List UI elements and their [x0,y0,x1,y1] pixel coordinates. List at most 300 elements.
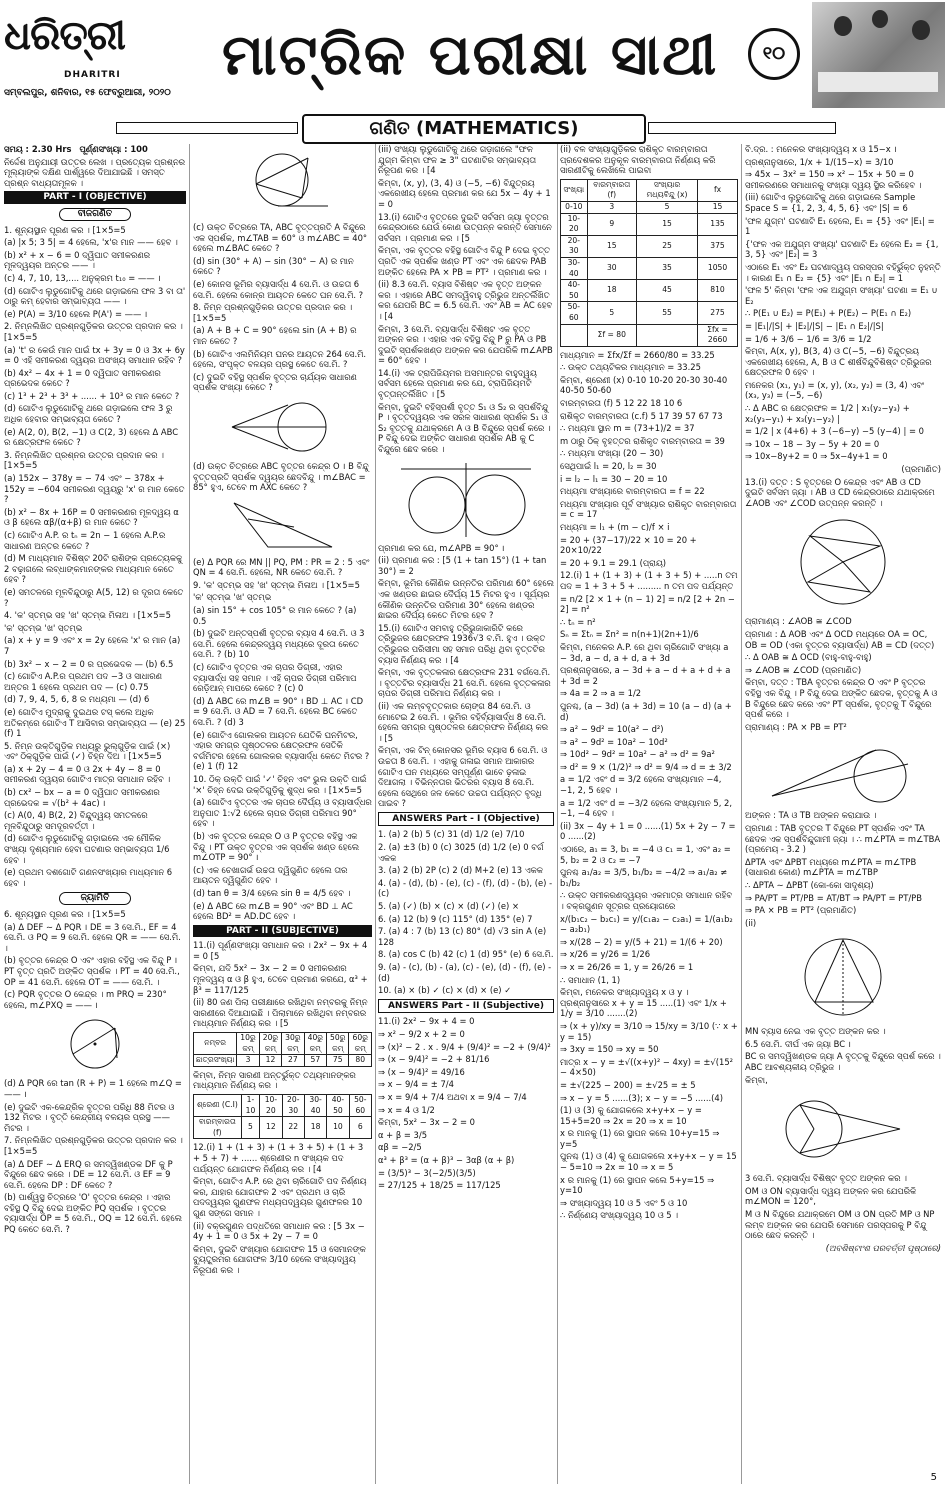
answer-text: 11.(i) 2x² − 9x + 4 = 0 [378,1016,475,1027]
question-text: 7. ନିମ୍ନଲିଖିତ ପ୍ରଶ୍ନଗୁଡ଼ିକର ଉତ୍ତର ପ୍ରଦାନ କର । [1×5=5 [4,1135,183,1156]
table-row [194,1055,372,1067]
table-cell: Σfx = 2660 [698,324,738,346]
answer-text: 2. (a) ±3 (b) 0 (c) 3025 (d) 1/2 (e) 0 ବର୍ଗ ଏକକ [378,842,544,863]
answer-text: କିମ୍ବା, ମନେକର ସଂଖ୍ୟାଦ୍ୱୟ x ଓ y । ପ୍ରଶ୍ନାନୁସାରେ x + y = 15 .....(1) ଏବଂ 1/x + 1/y = 3/10 .......(2) [560,987,727,1019]
question-text: (c) ଏକ ଚେଖାଗର୍ଭ ଉଚ୍ଚତା ଦ୍ୱିଗୁଣିତ ହେଲେ ତାର ଆୟତନ ଦ୍ୱିଗୁଣିତ ହେବ । [193,864,348,886]
answer-text: ⇒ x² − 9/2 x + 2 = 0 [378,1028,465,1039]
table-row [194,1033,372,1055]
answer-text: α³ + β³ = (α + β)³ − 3αβ (α + β) [378,1154,515,1165]
answer-text: 4. (a) - (d), (b) - (e), (c) - (f), (d) - (b), (e) - (c) [378,877,553,899]
answer-text: ⇒ x = 4 ଓ 1/2 [378,1104,435,1115]
inscribed-triangle-figure [793,932,893,1022]
answer-text: 12.(i) 1 + (1 + 3) + (1 + 3 + 5) + .....n ତମ ପଦ = 1 + 3 + 5 + ......... n ତମ ପଦ ପର୍ଯ୍ୟନ୍ତ [560,570,738,591]
answer-text: ⇒ (x + y)/xy = 3/10 ⇒ 15/xy = 3/10 (∵ x + y = 15) [560,1020,738,1042]
table-cell: 25 [637,235,698,257]
answer-text: 10. (a) × (b) ✓ (c) × (d) × (e) ✓ [378,985,512,996]
logo-text: ଧରିତ୍ରୀ [4,12,125,59]
question-text: (ii) 8.3 ସେ.ମି. ବ୍ୟାସ ବିଶିଷ୍ଟ ଏକ ବୃତ୍ତ ଅଙ୍କନ କର । ଏହାରେ ABC ସମଦ୍ୱିବାହୁ ତ୍ରିଭୁଜ ଅନ୍ତର୍ଲିଖିତ କର ଯେପରି BC = 6.5 ସେ.ମି. ଏବଂ AB = AC ହେବ । [4 [378,279,553,321]
answer-text: ⇒ 10x−8y+2 = 0 ⇒ 5x−4y+1 = 0 [745,451,888,462]
answer-text: ପୁନଶ୍ଚ a₁/a₂ = 3/5, b₁/b₂ = −4/2 ⇒ a₁/a₂ ≠ b₁/b₂ [560,867,728,888]
table-cell: 10 [327,1117,349,1139]
answer-text: BC ର ସମଦ୍ୱିଖଣ୍ଡକ ଜ୍ୟା A ବୃତ୍ତକୁ ବିନ୍ଦୁରେ ସ୍ପର୍ଶ କରେ । ABC ଆବଶ୍ୟକୀୟ ତ୍ରିଭୁଜ । [745,1051,941,1073]
frequency-table [560,179,738,347]
question-text: (a) A + B + C = 90° ହେଲେ sin (A + B) ର ମାନ କେତେ ? [193,325,357,346]
answer-text: ମଧ୍ୟମା ସଂଖ୍ୟାର ପୂର୍ବ ସଂଖ୍ୟାର ରାଶିକୃତ ବାରମ୍ବାରତା = c = 17 [560,498,737,520]
algebra-header: ବୀଜଗଣିତ [59,208,131,221]
part2-header: PART - II (SUBJECTIVE) [193,925,372,938]
table-cell: 50-60 [349,1095,371,1117]
table-cell: ବାରମ୍ବାରତା (f) [587,179,636,201]
answer-text: ∴ ସମାଧାନ (1, 1) [560,974,621,985]
answer-text: ଅଙ୍କନ : TA ଓ TB ଅଙ୍କନ କରାଯାଉ । [745,810,877,821]
table-cell: 12 [260,1117,282,1139]
table-cell: 57 [304,1055,326,1067]
question-text: (c) ଦୁଇଟି ବହିସ୍ଥ ସ୍ପର୍ଶକ ବୃତ୍ତର ଚାର୍ଯ୍ୟକ ସାଧାରଣ ସ୍ପର୍ଶକ ସଂଖ୍ୟା କେତେ ? [193,371,357,393]
question-text: (c) ଉକ୍ତ ଚିତ୍ରରେ TA, ABC ବୃତ୍ତପ୍ରତି A ବିନ୍ଦୁରେ ଏକ ସ୍ପର୍ଶକ, m∠TAB = 60° ଓ m∠ABC = 40° ହେଲେ m∠BAC କେତେ ? [193,222,368,254]
table-cell: 20-30 [282,1095,304,1117]
exam-time: ସମୟ : 2.30 Hrs [4,144,72,154]
question-text: କିମ୍ବା, ଏକ ବୃତ୍ତକଳାର କ୍ଷେତ୍ରଫଳ 231 ବର୍ଗସେ.ମି. । ବୃତ୍ତଟିର ବ୍ୟାସାର୍ଦ୍ଧ 21 ସେ.ମି. ହେଲେ ବୃତ୍ତକଳାର ଚାପର ଡିଗ୍ରୀ ପରିମାପ ନିର୍ଣ୍ଣୟ କର । [378,667,551,699]
question-text: (e) ସମତଳରେ ମୂଳବିନ୍ଦୁଠାରୁ A(5, 12) ର ଦୂରତା କେତେ ? [4,586,184,608]
question-text: 8. ନିମ୍ନ ପ୍ରଶ୍ନଗୁଡ଼ିକର ଉତ୍ତର ପ୍ରଦାନ କର । [1×5=5 [193,302,353,323]
question-text: (a) x + 2y − 4 = 0 ଓ 2x + 4y − 8 = 0 ସମୀକରଣ ଦ୍ୱୟର ଗୋଟିଏ ମାତ୍ର ସମାଧାନ ରହିବ । [4,763,171,785]
question-text: କିମ୍ବା, ନିମ୍ନ ସାରଣୀ ଅନ୍ତର୍ଭୁକ୍ତ ତଥ୍ୟମାନଙ୍କର ମାଧ୍ୟମାନ ନିର୍ଣ୍ଣୟ କର । [193,1069,356,1091]
question-text: (c) 1³ + 2³ + 3³ + ...... + 10³ ର ମାନ କେତେ ? [4,390,180,401]
answer-text: 8. (a) cos C (b) 42 (c) 1 (d) 95° (e) 6 ସେ.ମି. [378,949,554,960]
table-cell: 30ରୁ କମ୍ [282,1033,304,1055]
answer-text: କିମ୍ବା, ଶ୍ରେଣୀ (x) 0-10 10-20 20-30 30-40 40-50 50-60 [560,374,728,396]
table-cell: 5 [637,201,698,213]
question-text: କିମ୍ବା, ଭୂମିର କୌଣିକ ଉନ୍ନତିର ପରିମାଣ 60° ହେଲେ ଏକ ଖଣ୍ଡର ଛାଇର ଦୈର୍ଘ୍ୟ 15 ମିଟର ହୁଏ । ସୂର୍ଯ୍ୟର କୌଣିକ ଉନ୍ନତିର ପରିମାଣ 30° ହେଲେ ଖଣ୍ଡର ଛାଇର ଦୈର୍ଘ୍ୟ କେତେ ମିଟର ହେବ ? [378,578,554,621]
two-circles-tangent-figure [391,459,541,539]
answer-text: (ii) 3x − 4y + 1 = 0 ......(1) 5x + 2y − 7 = 0 ......(2) [560,820,736,842]
answer-text: (ii) [745,917,757,928]
answer-text: m ଠାରୁ ଠିକ୍ ବୃହତ୍ତର ରାଶିକୃତ ବାରମ୍ବାରତା = 39 [560,435,725,446]
answer-text: ପ୍ରାମାଣ୍ୟ : PA × PB = PT² [745,721,847,732]
table-cell: 30 [587,257,636,279]
circle-figure-pqr [55,1014,135,1074]
table-cell: 3 [587,201,636,213]
answer-text: ଏଠାରେ E₁ ଏବଂ E₂ ଘଟଣାଦ୍ୱୟ ପରସ୍ପର ବହିର୍ଭୁକ୍ତ ନୁହନ୍ତି । କାରଣ E₁ ∩ E₂ = {5} ଏବଂ |E₁ ∩ E₂| = 1 [745,261,941,283]
column-4 [560,144,738,1484]
answer-text: ∴ ଉକ୍ତ ସମୀକରଣଦ୍ୱୟର ଏକମାତ୍ର ସମାଧାନ ରହିବ । ବକ୍ରଗୁଣନ ସୂତ୍ରର ପ୍ରୟୋଗରେ [560,890,733,911]
question-text: (c) 4, 7, 10, 13,.... ଅନୁକ୍ରମ t₁₀ = —— । [4,272,161,283]
dateline: ସମ୍ବଲପୁର, ଶନିବାର, ୧୫ ଫେବ୍ରୁଆରୀ, ୨୦୨୦ [4,88,171,98]
answers-part2-header: ANSWERS Part - II (Subjective) [378,999,554,1014]
answer-text: 6. (a) 12 (b) 9 (c) 115° (d) 135° (e) 7 [378,913,533,924]
answers-part1-header: ANSWERS Part - I (Objective) [378,812,554,827]
question-text: (d) M ମାଧ୍ୟମାନ ବିଶିଷ୍ଟ 20ଟି ରାଶିଙ୍କ ପ୍ରତ୍ୟେକକୁ 2 ବଢ଼ାଗଲେ ଲବ୍ଧାଙ୍କମାନଙ୍କର ମାଧ୍ୟମାନ କେତେ ହେବ ? [4,553,183,585]
question-text: (d) Δ ABC ରେ m∠B = 90° । BD ⊥ AC । CD = 9 ସେ.ମି. ଓ AD = 7 ସେ.ମି. ହେଲେ BC କେତେ ସେ.ମି. ? (d) 3 [193,695,364,727]
answer-text: M ଓ N ବିନ୍ଦୁରେ ଯଥାକ୍ରମେ OM ଓ ON ପ୍ରତି MP ଓ NP ଲମ୍ବ ଅଙ୍କନ କର ଯେପରି ସେମାନେ ପରସ୍ପରକୁ P ବିନ୍ଦୁ ଠାରେ ଛେଦ କରନ୍ତି । [745,1209,935,1241]
table-cell: 1-10 [241,1095,260,1117]
answer-text: ମଧ୍ୟମା ସଂଖ୍ୟାରେ ବାରମ୍ବାରତା = f = 22 [560,486,705,497]
answer-text: ⇒ (x)² − 2 . x . 9/4 + (9/4)² = −2 + (9/4)² [378,1041,551,1052]
question-text: 1. ଶୂନ୍ୟସ୍ଥାନ ପୂରଣ କର । [1×5=5 [4,224,126,235]
subject-bar [116,114,836,142]
answer-text: ⇒ x = 26/26 = 1, y = 26/26 = 1 [560,961,694,972]
answer-text: ⇒ 10x − 18 − 3y − 5y + 20 = 0 [745,438,880,449]
answer-text: ପ୍ରଶ୍ନାନୁସାରେ, 1/x + 1/(15−x) = 3/10 [745,156,894,167]
answer-text: 5. (a) (✓) (b) × (c) × (d) (✓) (e) × [378,901,519,912]
table-cell: 20ରୁ କମ୍ [259,1033,281,1055]
question-text: (e) ପ୍ରଥମ ଦଶଗୋଟି ଗଣନସଂଖ୍ୟାର ମାଧ୍ୟମାନ 6 ହେବ । [4,867,173,888]
question-text: (e) Δ PQR ରେ MN || PQ, PM : PR = 2 : 5 ଏବଂ QN = 4 ସେ.ମି. ହେଲେ, NR କେତେ ସେ.ମି. ? [193,556,370,578]
question-text: (c) ଗୋଟିଏ A.P. ର tₙ = 2n − 1 ହେଲେ A.P.ର ସାଧାରଣ ଅନ୍ତର କେତେ ? [4,530,166,551]
answer-text: ⇒ a² − 9d² = 10a² − 10d² [560,736,668,747]
question-text: (b) x² − 8x + 16P = 0 ସମୀକରଣର ମୂଳଦ୍ୱୟ α ଓ β ହେଲେ αβ/(α+β) ର ମାନ କେତେ ? [4,506,179,528]
table-row [561,201,738,213]
table-cell: 12 [259,1055,281,1067]
continued-note: (ଅବଶିଷ୍ଟାଂଶ ପରବର୍ତ୍ତୀ ପୃଷ୍ଠାରେ) [825,1242,941,1253]
question-text: (d) tan θ = 3/4 ହେଲେ sin θ = 4/5 ହେବ । [193,887,351,898]
answer-text: ⇒ PA/PT = PT/PB = AT/BT ⇒ PA/PT = PT/PB [745,892,922,903]
answer-text: କିମ୍ବା, ମନେକର A.P. ରେ ଥିବା ଚାରିଗୋଟି ସଂଖ୍ୟା a − 3d, a − d, a + d, a + 3d [560,641,729,663]
answer-text: ବାରମ୍ବାରତା (f) 5 12 22 18 10 6 [560,398,683,409]
table-cell: 275 [698,302,738,324]
question-text: (iii) ସଂଖ୍ୟା ଲୁଡୁଗୋଟିକୁ ଥରେ ଗଡ଼ାଗଲେ "ଫଳ ଯୁଗ୍ମ କିମ୍ବା ଫଳ ≥ 3" ଘଟଣାଟିର ସମ୍ଭାବ୍ୟତା ନିରୂପଣ କର । [4 [378,144,536,176]
table-cell: 5 [241,1117,260,1139]
column-heads: 'କ' ସ୍ତମ୍ଭ 'ଖ' ସ୍ତମ୍ଭ [193,592,272,603]
table-cell: ଛାତ୍ରସଂଖ୍ୟା [194,1055,237,1067]
students-exam-photo [812,2,945,108]
table-cell: 40-50 [561,280,588,302]
question-text: (d) ଗୋଟିଏ ଲୁଡୁଗୋଟିକୁ ଗଡ଼ାଇଲେ ଏକ ମୌଳିକ ସଂଖ୍ୟା ଦୃଶ୍ୟମାନ ହେବା ଘଟଣାର ସମ୍ଭାବ୍ୟତା 1/6 ହେବ । [4,833,170,865]
table-cell: 18 [587,280,636,302]
table-cell: 60ରୁ କମ୍ [349,1033,372,1055]
tangents-from-point-figure [778,1089,908,1169]
answer-text: ⇒ ∠AOB ≅ ∠COD (ପ୍ରମାଣିତ) [745,664,862,675]
question-text: (a) ଗୋଟିଏ ବୃତ୍ତର ଏକ ଚାପର ଦୈର୍ଘ୍ୟ ଓ ବ୍ୟାସାର୍ଦ୍ଧର ଅନୁପାତ 1:√2 ହେଲେ ଚାପର ଡିଗ୍ରୀ ପରିମାପ 90° ହେବ । [193,797,372,829]
question-text: 6. ଶୂନ୍ୟସ୍ଥାନ ପୂରଣ କର । [1×5=5 [4,909,126,919]
answer-text: αβ = −2/5 [378,1142,422,1153]
answer-text: ପ୍ରଶ୍ନାନୁସାରେ, a − 3d + a − d + a + d + a + 3d = 2 [560,665,731,686]
answer-text: କିମ୍ବା, [745,1074,768,1085]
answer-text: = 20 + (37−17)/22 × 10 = 20 + 20×10/22 [560,534,697,556]
tangent-secant-figure [768,736,918,806]
question-text: (e) ଗୋଟିଏ ଗୋଲକର ଆୟତନ ଯେତିକି ଘନମିଟର, ଏହାର ସମଗ୍ର ପୃଷ୍ଠତଳର କ୍ଷେତ୍ରଫଳ ସେତିକି ବର୍ଗମିଟର ହେଲେ ଗୋଲକର ବ୍ୟାସାର୍ଦ୍ଧ କେତେ ମିଟର ? (e) 1 (f) 12 [193,729,370,772]
question-text: (a) |x 5; 3 5| = 4 ହେଲେ, 'x'ର ମାନ —— ହେବ । [4,237,178,248]
table-cell: 1050 [698,257,738,279]
table-cell: 80 [349,1055,372,1067]
answer-text: ⇒ x = 9/4 + 7/4 ଅଥବା x = 9/4 − 7/4 [378,1091,527,1102]
table-row [194,1117,372,1139]
question-text: (d) ଗୋଟିଏ ଲୁଡୁଗୋଟିକୁ ଥରେ ଗଡ଼ାଇଲେ ଫଳ 3 ରୁ ଅଧିକ ହେବାର ସମ୍ଭାବ୍ୟତା କେତେ ? [4,403,173,425]
answer-text: ପ୍ରାମାଣ୍ୟ : ∠AOB ≅ ∠COD [745,616,852,627]
geometry-header: ଜ୍ୟାମିତି [59,892,131,905]
answer-text: ∴ Δ OAB ≅ Δ OCD (ବାହୁ-ବାହୁ-ବାହୁ) [745,652,872,663]
question-text: (b) cx² − bx − a = 0 ଦ୍ୱିଘାତ ସମୀକରଣର ପ୍ରଭେଦକ = √(b² + 4ac) । [4,787,160,808]
answer-text: କିମ୍ବା, 5x² − 3x − 2 = 0 [378,1117,476,1128]
column-5 [745,144,941,1484]
question-text: 2. ନିମ୍ନଲିଖିତ ପ୍ରଶ୍ନଗୁଡ଼ିକର ଉତ୍ତର ପ୍ରଦାନ କର । [1×5=5 [4,321,183,342]
column-3 [378,144,554,1484]
question-text: (c) PQR ବୃତ୍ତର O କେନ୍ଦ୍ର । m PRQ = 230° ହେଲେ, m∠PXQ = —— । [4,989,167,1010]
answer-text: ମାତ୍ର x − y = ±√((x+y)² − 4xy) = ±√(15² − 4×50) [560,1056,734,1078]
question-text: (a) 't' ର କେଉଁ ମାନ ପାଇଁ tx + 3y = 0 ଓ 3x + 6y = 0 ଏହି ସମୀକରଣ ଦ୍ୱୟର ଅସଂଖ୍ୟ ସମାଧାନ ରହିବ ? [4,344,185,366]
issue-number-badge: ୧୦ [748,28,800,80]
column-2 [193,144,372,1484]
question-text: (c) ଗୋଟିଏ A.P.ର ପ୍ରଥମ ପଦ −3 ଓ ସାଧାରଣ ଅନ୍ତର 1 ହେଲେ ପ୍ରଥମ ପଦ — (c) 0.75 [4,671,162,692]
answer-text: ∴ ΔPTA ∼ ΔPBT (କୋ-କୋ ସାଦୃଶ୍ୟ) [745,879,874,890]
question-text: (b) ଦୁଇଟି ଅନ୍ତସ୍ପର୍ଶୀ ବୃତ୍ତର ବ୍ୟାସ 4 ସେ.ମି. ଓ 3 ସେ.ମି. ହେଲେ କେନ୍ଦ୍ରଦ୍ୱୟ ମଧ୍ୟରେ ଦୂରତା କେତେ ସେ.ମି. ? (b) 10 [193,628,365,660]
answer-text: ପ୍ରମାଣ : TAB ବୃତ୍ତର T ବିନ୍ଦୁରେ PT ସ୍ପର୍ଶକ ଏବଂ TA ଛେଦକ ଏକ ସ୍ପର୍ଶବିନ୍ଦୁଗାମୀ ଜ୍ୟା । ∴ m∠PTA = m∠TBA (ପ୍ରମେୟ - 3.2 ) [745,822,941,855]
answer-text: ∴ ଉକ୍ତ ତଥ୍ୟଟିକର ମାଧ୍ୟମାନ = 33.25 [560,362,701,373]
table-cell: ସଂଖ୍ୟାର ମଧ୍ୟବିନ୍ଦୁ (x) [637,179,698,201]
question-text: 13.(i) ଗୋଟିଏ ବୃତ୍ତରେ ଦୁଇଟି ସର୍ବସମ ଜ୍ୟା ବୃତ୍ତର କେନ୍ଦ୍ରଠାରେ ଯେଉଁ କୋଣ ଉତ୍ପନ୍ନ କରନ୍ତି ସେମାନେ ସର୍ବସମ । ପ୍ରମାଣ କର । [5 [378,211,552,243]
question-text: (e) Δ ABC ରେ m∠B = 90° ଏବଂ BD ⊥ AC ହେଲେ BD² = AD.DC ହେବ । [193,900,353,922]
question-text: (b) ଏକ ବୃତ୍ତର କେନ୍ଦ୍ର O ଓ P ବୃତ୍ତର ବହିସ୍ଥ ଏକ ବିନ୍ଦୁ । PT ଉକ୍ତ ବୃତ୍ତର ଏକ ସ୍ପର୍ଶକ ଖଣ୍ଡ ହେଲେ m∠OTP = 90° । [193,830,359,863]
answer-text: x/(b₁c₂ − b₂c₁) = y/(c₁a₂ − c₂a₁) = 1/(a₁b₂ − a₂b₁) [560,913,733,935]
answer-text: = ±√(225 − 200) = ±√25 = ± 5 [560,1079,696,1090]
question-text: ପ୍ରମାଣ କର ଯେ, m∠APB = 90° । [378,542,505,553]
table-cell: ସଂଖ୍ୟା [561,179,588,201]
question-text: 11.(i) ପୂର୍ଣ୍ଣସଂଖ୍ୟା ସମାଧାନ କର । 2x² − 9x + 4 = 0 [5 [193,940,368,961]
class-interval-table [193,1094,372,1139]
table-cell: fx [698,179,738,201]
table-cell: 0-10 [561,201,588,213]
question-text: (e) A(2, 0), B(2, −1) ଓ C(2, 3) ହେଲେ Δ ABC ର କ୍ଷେତ୍ରଫଳ କେତେ ? [4,426,179,448]
triangle-figure-pqr [228,497,338,553]
answer-text: x ର ମାନକୁ (1) ରେ ସ୍ଥାପନ କଲେ 10+y=15 ⇒ y=5 [560,1128,720,1149]
answer-text: ΔPTA ଏବଂ ΔPBT ମଧ୍ୟରେ m∠PTA = m∠TPB (ସାଧାରଣ କୋଣ) m∠PTA = m∠TBP [745,856,917,878]
question-text: (a) Δ DEF ∼ Δ ERQ ର ସମଦ୍ୱିଖଣ୍ଡକ DF କୁ P ବିନ୍ଦୁରେ ଛେଦ କରେ । DE = 12 ସେ.ମି. ଓ EF = 9 ସେ.ମି. ହେଲେ DP : DF କେତେ ? [4,1158,173,1190]
table-cell: 15 [587,235,636,257]
answer-text: ∴ P(E₁ ∪ E₂) = P(E₁) + P(E₂) − P(E₁ ∩ E₂) [745,308,912,319]
table-cell: 50ରୁ କମ୍ [327,1033,349,1055]
answer-text: = (3/5)³ − 3(−2/5)(3/5) [378,1167,476,1178]
question-text: (e) କୋନସ ଭୂମିର ବ୍ୟାସାର୍ଦ୍ଧ 4 ସେ.ମି. ଓ ଉଚ୍ଚତା 6 ସେ.ମି. ହେଲେ କୋନ୍‌ର ଆୟତନ କେତେ ଘନ ସେ.ମି. ? [193,278,364,300]
question-text: 4. 'କ' ସ୍ତମ୍ଭ ସହ 'ଖ' ସ୍ତମ୍ଭ ମିଳାଅ । [1×5=5 [4,610,171,621]
question-text: (b) ବୃତ୍ତର କେନ୍ଦ୍ର O ଏବଂ ଏହାର ବହିସ୍ଥ ଏକ ବିନ୍ଦୁ P । PT ବୃତ୍ତ ପ୍ରତି ଅଙ୍କିତ ସ୍ପର୍ଶକ । PT = 40 ସେ.ମି., OP = 41 ସେ.ମି. ହେଲେ OT = —— ସେ.ମି. । [4,955,180,987]
table-cell: 20-30 [561,235,588,257]
table-row [561,302,738,324]
table-cell: 45 [637,280,698,302]
answer-text: କିମ୍ବା, ଦତ୍ତ : TBA ବୃତ୍ତର କେନ୍ଦ୍ର O ଏବଂ P ବୃତ୍ତର ବହିସ୍ଥ ଏକ ବିନ୍ଦୁ । P ବିନ୍ଦୁ ଦେଇ ଅଙ୍କିତ ଛେଦକ, ବୃତ୍ତକୁ A ଓ B ବିନ୍ଦୁରେ ଛେଦ କରେ ଏବଂ PT ସ୍ପର୍ଶକ, ବୃତ୍ତକୁ T ବିନ୍ଦୁରେ ସ୍ପର୍ଶ କରେ । [745,677,938,720]
circle-chords-figure [788,512,898,612]
answer-text: i = l₂ − l₁ = 30 − 20 = 10 [560,473,668,484]
answer-text: ∴ Δ ABC ର କ୍ଷେତ୍ରଫଳ = 1/2 | x₁(y₂−y₃) + x₂(y₃−y₁) + x₃(y₁−y₂) | [745,403,910,424]
answer-text: {'ଫଳ ଏକ ଅଯୁଗ୍ମ ସଂଖ୍ୟା' ଘଟଣାଟି E₂ ହେଲେ E₂ = {1, 3, 5} ଏବଂ |E₂| = 3 [745,238,939,260]
answer-text: ⇒ PA × PB = PT² (ପ୍ରମାଣିତ) [745,905,857,916]
logo-subtitle: DHARITRI [64,70,121,80]
answer-text: = 1/6 + 3/6 − 1/6 = 3/6 = 1/2 [745,333,872,344]
marks-table [193,1032,372,1067]
column-heads: 'କ' ସ୍ତମ୍ଭ 'ଖ' ସ୍ତମ୍ଭ [4,622,83,633]
answer-text: 1. (a) 2 (b) 5 (c) 31 (d) 1/2 (e) 7/10 [378,829,525,840]
answer-text: ⇒ 3xy = 150 ⇒ xy = 50 [560,1044,659,1055]
answer-text: 9. (a) - (c), (b) - (a), (c) - (e), (d) - (f), (e) - (d) [378,962,552,983]
table-cell: 9 [587,213,636,235]
question-text: (e) P(A) = 3/10 ହେଲେ P(A') = —— । [4,308,148,319]
table-cell: 3 [237,1055,259,1067]
page-title: ମାଟ୍ରିକ ପରୀକ୍ଷା ସାଥୀ [222,22,719,88]
question-text: କିମ୍ବା, ଗୋଟିଏ A.P. ରେ ଥିବା ଚାରିଗୋଟି ପଦ ନିର୍ଣ୍ଣୟ କର, ଯାହାର ଯୋଗଫଳ 2 ଏବଂ ପ୍ରଥମ ଓ ଚାରି ପଦଦ୍ୱୟର ଗୁଣଫଳ ମଧ୍ୟପଦ୍ୱୟର ଗୁଣଫଳର 10 ଗୁଣ ସଙ୍ଗେ ସମାନ । [193,1176,367,1218]
answer-text: ⇒ 10d² − 9d² = 10a² − a² ⇒ d² = 9a² [560,749,715,760]
answer-text: ⇒ (x − 9/4)² = −2 + 81/16 [378,1054,490,1065]
column-1 [4,144,186,1484]
table-cell [637,324,698,346]
table-row [561,235,738,257]
question-text: (d) Δ PQR ରେ tan (R + P) = 1 ହେଲେ m∠Q = —— । [4,1078,182,1099]
answer-text: 'ଫଳ 5' କିମ୍ବା 'ଫଳ ଏକ ଅଯୁଗ୍ମ ସଂଖ୍ୟା' ଘଟଣା = E₁ ∪ E₂ [745,285,938,306]
question-text: କିମ୍ବା, ଏକ ବୃତ୍ତର ବହିସ୍ଥ ଗୋଟିଏ ବିନ୍ଦୁ P ଦେଇ ବୃତ୍ତ ପ୍ରତି ଏକ ସ୍ପର୍ଶକ ଖଣ୍ଡ PT ଏବଂ ଏକ ଛେଦକ PAB ଅଙ୍କିତ ହେଲେ PA × PB = PT² । ପ୍ରମାଣ କର । [378,245,550,277]
answer-text: 3. (a) 2 (b) 2P (c) 2 (d) M+2 (e) 13 ଏକକ [378,865,543,876]
table-cell: 18 [304,1117,326,1139]
question-text: (b) ପାର୍ଶ୍ୱସ୍ଥ ଚିତ୍ରରେ 'O' ବୃତ୍ତର କେନ୍ଦ୍ର । ଏହାର ବହିସ୍ଥ Q ବିନ୍ଦୁ ଦେଇ ଅଙ୍କିତ PQ ସ୍ପର୍ଶକ । ବୃତ୍ତର ବ୍ୟାସାର୍ଦ୍ଧ OP = 5 ସେ.ମି., OQ = 12 ସେ.ମି. ହେଲେ PQ କେତେ ସେ.ମି. ? [4,1192,182,1235]
table-cell: 35 [637,257,698,279]
answer-text: ସେଥିପାଇଁ l₁ = 20, l₂ = 30 [560,461,657,472]
table-cell: Σf = 80 [587,324,636,346]
answer-text: 13.(i) ଦତ୍ତ : S ବୃତ୍ତରେ O କେନ୍ଦ୍ର ଏବଂ AB ଓ CD ଦୁଇଟି ସର୍ବସମ ଜ୍ୟା । AB ଓ CD କେନ୍ଦ୍ରଠାରେ ଯଥାକ୍ରମେ ∠AOB ଏବଂ ∠COD ଉତ୍ପନ୍ନ କରନ୍ତି । [745,476,935,508]
answer-text: ⇒ 4a = 2 ⇒ a = 1/2 [560,688,642,699]
answer-text: 'ଫଳ ଯୁଗ୍ମ' ଘଟଣାଟି E₁ ହେଲେ, E₁ = {5} ଏବଂ |E₁| = 1 [745,215,935,237]
answer-text: (iii) ଗୋଟିଏ ଲୁଡୁଗୋଟିକୁ ଥରେ ଗଡ଼ାଇଲେ Sample Space S = {1, 2, 3, 4, 5, 6} ଏବଂ |S| = 6 [745,192,916,213]
part1-header: PART - I (OBJECTIVE) [4,191,186,204]
question-text: 14.(i) ଏକ ଟ୍ରାପିଜିୟମର ଅସମାନ୍ତର ବାହୁଦ୍ୱୟ ସର୍ବସମ ହେଲେ ପ୍ରମାଣ କର ଯେ, ଟ୍ରାପିଜିୟମଟି ବୃତ୍ତାନ୍ତର୍ଲିଖିତ । [5 [378,367,537,400]
question-text: (ii) ଏକ ଲମ୍ବବୃତ୍ତକାର ଚୋଙ୍ଗ 84 ସେ.ମି. ଓ ମୋଟେଇ 2 ସେ.ମି. । ଭୂମିର ବହିର୍ବ୍ୟାସାର୍ଦ୍ଧ 8 ସେ.ମି. ହେଲେ ସମଗ୍ର ପୃଷ୍ଠତଳର କ୍ଷେତ୍ରଫଳ ନିର୍ଣ୍ଣୟ କର । [5 [378,700,549,743]
answer-text: ∴ ନିର୍ଣ୍ଣେୟ ସଂଖ୍ୟାଦ୍ୱୟ 10 ଓ 5 । [560,1210,679,1221]
table-cell: ବାରମ୍ବାରତା (f) [194,1117,242,1139]
table-row [561,257,738,279]
answer-text: 3 ସେ.ମି. ବ୍ୟାସାର୍ଦ୍ଧ ବିଶିଷ୍ଟ ବୃତ୍ତ ଅଙ୍କନ କର । [745,1173,907,1184]
answer-text: ∴ tₙ = n² [560,616,596,627]
question-text: (ii) ବକ୍ରଗୁଣନ ପଦ୍ଧତିରେ ସମାଧାନ କର : [5 3x − 4y + 1 = 0 ଓ 5x + 2y − 7 = 0 [193,1220,365,1242]
table-row [561,213,738,235]
circle-figure-tab [238,148,328,218]
answer-text: = 20 + 9.1 = 29.1 (ପ୍ରାୟ) [560,557,667,568]
answer-text: 7. (a) 4 : 7 (b) 13 (c) 80° (d) √3 sin A (e) 128 [378,926,547,947]
table-cell: 15 [637,213,698,235]
table-cell: 10ରୁ କମ୍ [237,1033,259,1055]
answer-text: ରାଶିକୃତ ବାରମ୍ବାରତା (c.f) 5 17 39 57 67 73 [560,410,723,421]
question-text: (b) ଗୋଟିଏ ଏଲମିନିୟମ ଘନର ଆୟତନ 264 ସେ.ମି. ହେଲେ, ସଂପୃକ୍ତ ବଳୟର ପ୍ରସ୍ଥ କେତେ ସେ.ମି. ? [193,348,367,370]
table-cell: 40-50 [327,1095,349,1117]
question-text: (a) x + y = 9 ଏବଂ x = 2y ହେଲେ 'x' ର ମାନ (a) 7 [4,635,181,656]
table-cell: 6 [349,1117,371,1139]
question-text: (c) ଗୋଟିଏ ବୃତ୍ତର ଏକ ଚାପର ଡିଗ୍ରୀ, ଏହାର ବ୍ୟାସାର୍ଦ୍ଧ ସହ ସମାନ । ଏହି ଚାପର ଡିଗ୍ରୀ ପରିମାପ ରେଡ଼ିଆନ୍ ମାପରେ କେତେ ? (c) 0 [193,662,357,694]
table-cell: 22 [282,1117,304,1139]
question-text: (a) 152x − 378y = − 74 ଏବଂ − 378x + 152y = −604 ସମୀକରଣ ଦ୍ୱୟରୁ 'x' ର ମାନ କେତେ ? [4,473,185,505]
answer-text: ପ୍ରମାଣ : Δ AOB ଏବଂ Δ OCD ମଧ୍ୟରେ OA = OC, OB = OD (ଏକା ବୃତ୍ତର ବ୍ୟାସାର୍ଦ୍ଧ) AB = CD (ଦତ୍ତ) [745,629,935,650]
question-text: (d) ଗୋଟିଏ ଲୁଡୁଗୋଟିକୁ ଥରେ ଗଡ଼ାଇଲେ ଫଳ 3 ବା ତା' ଠାରୁ କମ୍ ହେବାର ସମ୍ଭାବ୍ୟତା —— । [4,285,186,307]
table-cell: ନମ୍ବର [194,1033,237,1055]
answer-text: ଏଠାରେ, a₁ = 3, b₁ = −4 ଓ c₁ = 1, ଏବଂ a₂ = 5, b₂ = 2 ଓ c₂ = −7 [560,844,731,865]
answer-text: ⇒ x/(28 − 2) = y/(5 + 21) = 1/(6 + 20) [560,936,723,947]
answer-text: ⇒ x − y = 5 ......(3); x − y = −5 ......(4) [560,1092,724,1103]
table-cell: 55 [637,302,698,324]
question-text: (c) A(0, 4) B(2, 2) ବିନ୍ଦୁଦ୍ୱୟ ସମତଳରେ ମୂଳବିନ୍ଦୁଠାରୁ ସମଦୂରବର୍ତ୍ତୀ । [4,810,148,831]
question-text: କିମ୍ବା, ଯଦି 5x² − 3x − 2 = 0 ସମୀକରଣର ମୂଳଦ୍ୱୟ α ଓ β ହୁଏ, ତେବେ ପ୍ରମାଣ କରଯେ, α³ + β³ = 117/125 [193,963,368,995]
table-row [561,179,738,201]
table-cell: ଶ୍ରେଣୀ (C.I) [194,1095,242,1117]
question-text: 15.(i) ଗୋଟିଏ ସମବାହୁ ତ୍ରିଭୁଜାକାରିଟି କରେ ତ୍ରିଭୁଜର କ୍ଷେତ୍ରଫଳ 1936√3 ବ.ମି. ହୁଏ । ଉକ୍ତ ତ୍ରିଭୁଜର ପରିସୀମା ସହ ସମାନ ପରିଧି ଥିବା ବୃତ୍ତଟିର ବ୍ୟାସ ନିର୍ଣ୍ଣୟ କର । [4 [378,622,546,665]
table-row [194,1095,372,1117]
table-cell: 30-40 [304,1095,326,1117]
table-cell: 135 [698,213,738,235]
page-number: 5 [930,1472,937,1483]
question-text: (e) ଦୁଇଟି ଏକ-କେନ୍ଦ୍ରିକ ବୃତ୍ତର ପରିଧି 88 ମିଟର ଓ 132 ମିଟର । ବୃତ୍ତି କେନ୍ଦ୍ରୀୟ ବଳୟର ପ୍ରସ୍ଥ —— ମିଟର । [4,1101,175,1133]
table-cell: 40ରୁ କମ୍ [304,1033,326,1055]
table-cell: 10-20 [260,1095,282,1117]
question-text: (ii) ପ୍ରମାଣ କର : [5 (1 + tan 15°) (1 + tan 30°) = 2 [378,555,547,576]
question-text: 12.(i) 1 + (1 + 3) + (1 + 3 + 5) + (1 + 3 + 5 + 7) + ...... ଶ୍ରେଣୀର n ସଂଖ୍ୟକ ପଦ ପର୍ଯ୍ୟନ୍ତ ଯୋଗଫଳ ନିର୍ଣ୍ଣୟ କର । [4 [193,1142,364,1174]
answer-text: ∴ ମଧ୍ୟମା ସ୍ଥାନ m = (73+1)/2 = 37 [560,423,695,434]
answer-text: ମାଧ୍ୟମାନ = Σfx/Σf = 2660/80 = 33.25 [560,349,715,360]
answer-text: ପୁନଶ୍ଚ (1) ଓ (4) କୁ ଯୋଗକଲେ x+y+x − y = 15 − 5=10 ⇒ 2x = 10 ⇒ x = 5 [560,1151,737,1173]
answer-text: ⇒ a² − 9d² = 10(a² − d²) [560,724,664,735]
table-cell: 375 [698,235,738,257]
question-text: କିମ୍ବା, ଦୁଇଟି ସଂଖ୍ୟାର ଯୋଗଫଳ 15 ଓ ସେମାନଙ୍କ ବ୍ୟୁତ୍କ୍ରମର ଯୋଗଫଳ 3/10 ହେଲେ ସଂଖ୍ୟାଦ୍ୱୟ ନିରୂପଣ କର । [193,1243,366,1275]
answer-text: ⇒ x − 9/4 = ± 7/4 [378,1079,454,1090]
table-cell: 30-40 [561,257,588,279]
answer-text: କିମ୍ବା, A(x, y), B(3, 4) ଓ C(−5, −6) ବିନ୍ଦୁତ୍ରୟ ଏକରେଖୀୟ ହେଲେ, A, B ଓ C ଶୀର୍ଷବିନ୍ଦୁବିଶିଷ୍ଟ ତ୍ରିଭୁଜର କ୍ଷେତ୍ରଫଳ 0 ହେବ । [745,346,932,378]
answer-text: = 1/2 | x (4+6) + 3 (−6−y) −5 (y−4) | = 0 [745,426,924,437]
answer-text: Sₙ = Σtₙ = Σn² = n(n+1)(2n+1)/6 [560,629,699,640]
masthead [0,0,945,110]
question-text: କିମ୍ବା, ଏକ ଟିନ୍ କୋନସର ଭୂମିର ବ୍ୟାସ 6 ସେ.ମି. ଓ ଉଚ୍ଚତା 8 ସେ.ମି. । ଏହାକୁ ଗଳାଇ ସମାନ ଆକାରର ଗୋଟିଏ ଘନ ମଧ୍ୟରେ ସମ୍ପୂର୍ଣ୍ଣ ଭାବେ ଢ଼ଳାଇ ଦିଆଗଲା । ବିଭିନ୍ନତାର ଭିତରର ବ୍ୟାସ 8 ସେ.ମି. ହେଲେ ସେଥିରେ ଜଳ କେତେ ଉଚ୍ଚତା ପର୍ଯ୍ୟନ୍ତ ବୃଦ୍ଧି ପାଇବ ? [378,745,548,809]
answer-text: ⇒ (x − 9/4)² = 49/16 [378,1066,465,1077]
answer-text: (ପ୍ରମାଣିତ) [901,464,941,475]
full-marks: ପୂର୍ଣ୍ଣସଂଖ୍ୟା : 100 [79,144,148,154]
answer-text: a = 1/2 ଏବଂ d = −3/2 ହେଲେ ସଂଖ୍ୟାମାନ 5, 2, −1, −4 ହେବ । [560,797,733,819]
table-row [561,324,738,346]
answer-text: ∴ ମଧ୍ୟମା ସଂଖ୍ୟା (20 − 30) [560,448,664,459]
question-text: 10. ଠିକ୍ ଉକ୍ତି ପାଇଁ '✓' ଚିହ୍ନ ଏବଂ ଭୁଲ ଉକ୍ତି ପାଇଁ '×' ଚିହ୍ନ ଦେଇ ଉକ୍ତିଗୁଡ଼ିକୁ ଶୁଦ୍ଧ କର । [1×5=5 [193,773,367,795]
answer-text: ⇒ ସଂଖ୍ୟାଦ୍ୱୟ 10 ଓ 5 ଏବଂ 5 ଓ 10 [560,1197,688,1208]
answer-text: α + β = 3/5 [378,1129,428,1140]
answer-text: ମନେକର (x₁, y₁) = (x, y), (x₂, y₂) = (3, 4) ଏବଂ (x₃, y₃) = (−5, −6) [745,379,925,401]
answer-text: (1) ଓ (3) କୁ ଯୋଗକଲେ x+y+x − y = 15+5=20 ⇒ 2x = 20 ⇒ x = 10 [560,1105,702,1126]
table-cell: 27 [282,1055,304,1067]
answer-text: ⇒ d² = 9 × (1/2)² ⇒ d² = 9/4 ⇒ d = ± 3/2 [560,761,732,772]
question-text: କିମ୍ବା, (x, y), (3, 4) ଓ (−5, −6) ବିନ୍ଦୁତ୍ରୟ ଏକରେଖୀୟ ହେଲେ ପ୍ରମାଣ କର ଯେ 5x − 4y + 1 = 0 [378,177,551,209]
answer-text: ପୁନଶ୍ଚ, (a − 3d) (a + 3d) = 10 (a − d) (a + d) [560,700,732,722]
question-text: (b) 4x² − 4x + 1 = 0 ଦ୍ୱିଘାତ ସମୀକରଣର ପ୍ରଭେଦକ କେତେ ? [4,367,161,389]
answer-text: (ii) ବଳ ସଂଖ୍ୟାଗୁଡ଼ିକର ରାଶିକୃତ ବାରମ୍ବାରତା ପ୍ରଦେଶକର ଅନୁକୂଳ ବାରମ୍ବାରତା ନିର୍ଣ୍ଣୟ କରି ସାରଣୀଟିକୁ ଲେଖିଲେ ପାଇବା [560,144,716,176]
question-text: 3. ନିମ୍ନଲିଖିତ ପ୍ରଶ୍ନର ଉତ୍ତର ପ୍ରଦାନ କର । [1×5=5 [4,449,164,471]
circle-figure-oxb [228,397,338,457]
question-text: 5. ନିମ୍ନ ଉକ୍ତିଗୁଡ଼ିକ ମଧ୍ୟରୁ ଭୁଲ୍‌ଗୁଡ଼ିକ ପାଇଁ (×) ଏବଂ ଠିକ୍‌ଗୁଡ଼ିକ ପାଇଁ (✓) ଚିହ୍ନ ଦିଅ । [1×5=5 [4,740,171,762]
table-cell [561,324,588,346]
question-text: (d) ଉକ୍ତ ଚିତ୍ରରେ ABC ବୃତ୍ତର କେନ୍ଦ୍ର O । B ବିନ୍ଦୁ ବୃତ୍ତପ୍ରତି ସ୍ପର୍ଶକ ଦ୍ୱୟର ଛେଦବିନ୍ଦୁ । m∠BAC = 85° ହୁଏ, ତେବେ m AXC କେତେ ? [193,460,369,493]
question-text: (b) 3x² − x − 2 = 0 ର ପ୍ରଭେଦକ — (b) 6.5 [4,658,174,669]
answer-text: = n/2 [2 × 1 + (n − 1) 2] = n/2 [2 + 2n − 2] = n² [560,593,735,615]
table-cell: 15 [698,201,738,213]
question-text: (e) ଗୋଟିଏ ମୁଦ୍ରାକୁ ଦୁଇଥର ଟସ୍ କଲେ ଅଧିକ ଅତିକମ୍‌ରେ ଗୋଟିଏ T ଆସିବାର ସମ୍ଭାବ୍ୟତା — (e) 25 (f) 1 [4,706,186,739]
answer-text: OM ଓ ON ବ୍ୟାସାର୍ଦ୍ଧ ଦ୍ୱୟ ଅଙ୍କନ କର ଯେପରିକି m∠MON = 120°, [745,1185,917,1207]
answer-text: ବି.ଦ୍ର. : ମନେକର ସଂଖ୍ୟାଦ୍ୱୟ x ଓ 15−x । [745,144,897,154]
table-row [561,280,738,302]
subject-title: ଗଣିତ (MATHEMATICS) [302,114,646,144]
question-text: 9. 'କ' ସ୍ତମ୍ଭ ସହ 'ଖ' ସ୍ତମ୍ଭ ମିଳାଅ । [1×5=5 [193,579,360,590]
table-cell: 50-60 [561,302,588,324]
answer-text: MN ବ୍ୟାସ ନେଇ ଏକ ବୃତ୍ତ ଅଙ୍କନ କର । [745,1026,886,1037]
answer-text: 6.5 ସେ.ମି. ଦୀର୍ଘ ଏକ ଜ୍ୟା BC । [745,1038,851,1049]
question-text: (d) 7, 9, 4, 5, 6, 8 ର ମଧ୍ୟମା — (d) 6 [4,694,150,705]
question-text: (a) Δ DEF ∼ Δ PQR । DE = 3 ସେ.ମି., EF = 4 ସେ.ମି. ଓ PQ = 9 ସେ.ମି. ହେଲେ QR = —— ସେ.ମି. । [4,921,181,953]
question-text: (a) sin 15° + cos 105° ର ମାନ କେତେ ? (a) 0.5 [193,605,357,626]
answer-text: a = 1/2 ଏବଂ d = 3/2 ହେଲେ ସଂଖ୍ୟାମାନ −4, −1, 2, 5 ହେବ । [560,774,722,796]
answer-text: = 27/125 + 18/25 = 117/125 [378,1180,501,1191]
question-text: (b) x² + x − 6 = 0 ଦ୍ୱିଘାତ ସମୀକରଣର ମୂଳଦ୍ୱୟର ଅନ୍ତର —— । [4,249,151,271]
answer-text: x ର ମାନକୁ (1) ରେ ସ୍ଥାପନ କଲେ 5+y=15 ⇒ y=10 [560,1174,715,1196]
table-cell: 75 [327,1055,349,1067]
answer-text: ⇒ x/26 = y/26 = 1/26 [560,949,651,960]
answer-text: ମଧ୍ୟମା = l₁ + (m − c)/f × i [560,522,670,532]
question-text: (d) sin (30° + A) − sin (30° − A) ର ମାନ କେତେ ? [193,255,354,277]
question-text: କିମ୍ବା, 3 ସେ.ମି. ବ୍ୟାସାର୍ଦ୍ଧ ବିଶିଷ୍ଟ ଏକ ବୃତ୍ତ ଅଙ୍କନ କର । ଏହାର ଏକ ବହିସ୍ଥ ବିନ୍ଦୁ P ରୁ PA ଓ PB ଦୁଇଟି ସ୍ପର୍ଶକଖଣ୍ଡ ଅଙ୍କନ କର ଯେପରିକି m∠APB = 60° ହେବ । [378,323,553,366]
